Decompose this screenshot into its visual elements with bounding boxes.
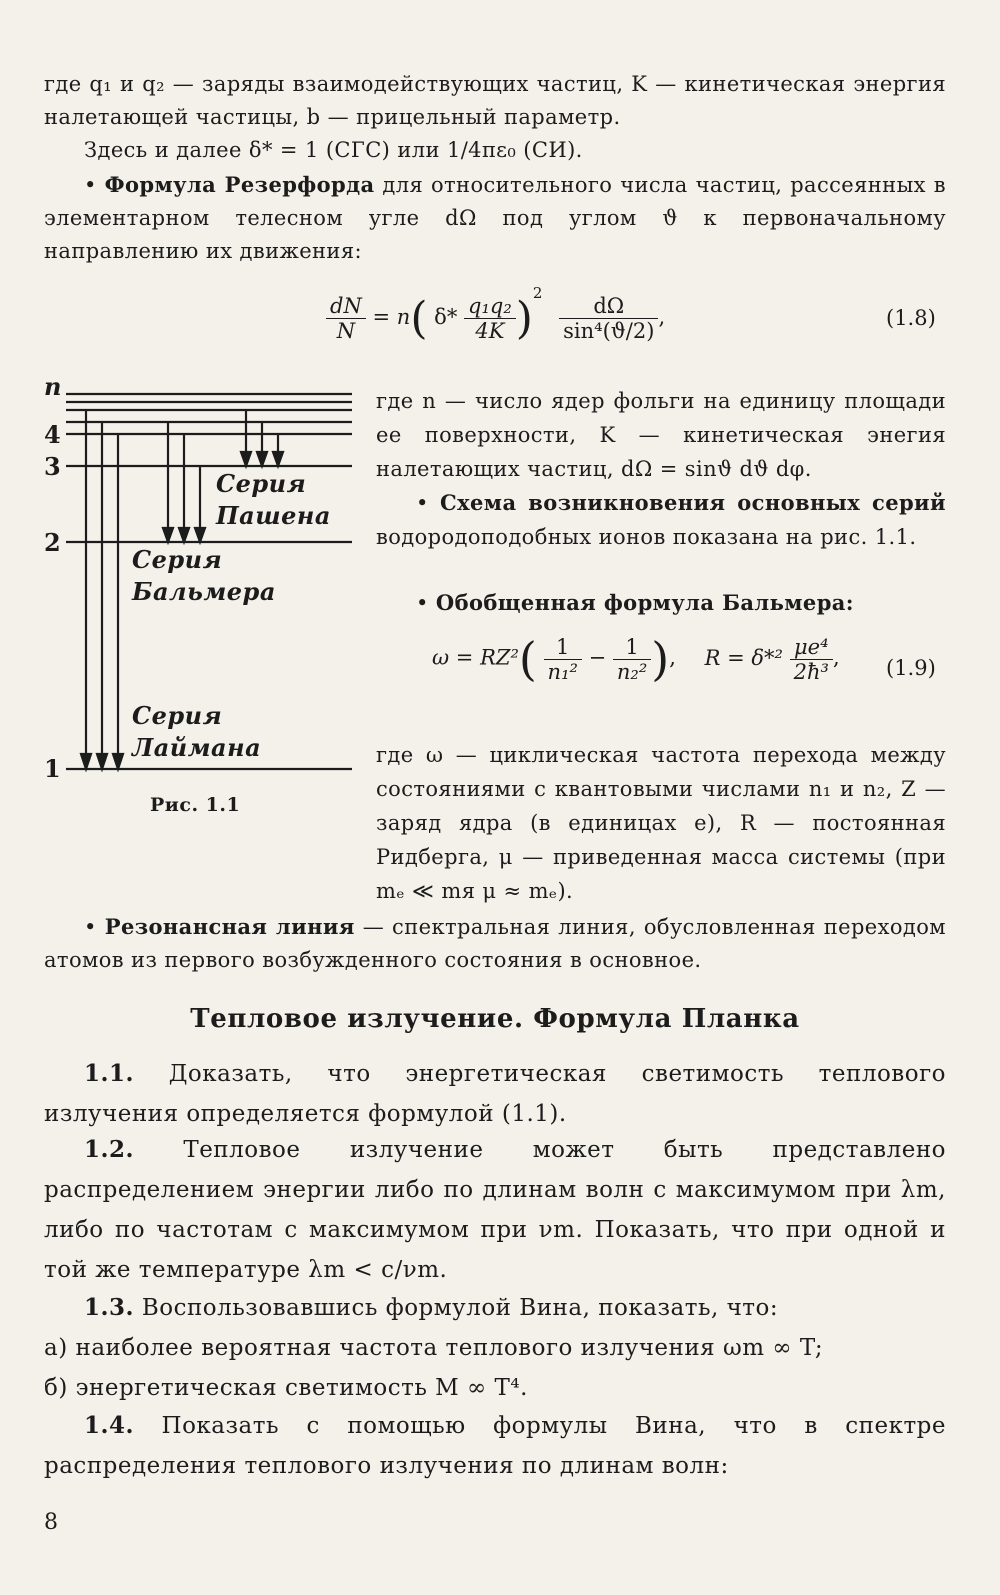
level-label-n: n <box>44 372 62 401</box>
eq-numerator: dΩ <box>559 294 658 319</box>
series-label-paschen <box>216 468 331 532</box>
bullet: • <box>416 491 429 515</box>
units-note: Здесь и далее δ* = 1 (СГС) или 1/4πε₀ (СИ). <box>84 138 583 162</box>
level-label-3: 3 <box>44 452 61 481</box>
series-label-line: Серия <box>216 469 307 498</box>
series-label-line: Бальмера <box>132 577 276 606</box>
fraction-domega <box>559 294 658 343</box>
series-label-line: Серия <box>132 701 223 730</box>
paschen-arrowhead-3 <box>273 452 283 466</box>
eq-rydberg: R = δ*² <box>704 645 783 670</box>
problem-text: Доказать, что энергетическая светимость теплового излучения определяется формулой (1.1). <box>44 1061 946 1127</box>
eq-numerator: q₁q₂ <box>464 294 516 319</box>
paschen-arrowhead-1 <box>241 452 251 466</box>
eq-denominator: sin⁴(ϑ/2) <box>563 319 655 343</box>
problem-text: б) энергетическая светимость M ∞ T⁴. <box>44 1375 528 1401</box>
eq-text: ω = RZ² <box>432 645 519 670</box>
series-label-line: Пашена <box>216 501 331 530</box>
problem-text: Тепловое излучение может быть представлено распределением энергии либо по длинам волн с максимумом при λm, либо по частотам с максимумом при νm. Показать, что при одной и той же температуре λm < c/νm. <box>44 1137 947 1283</box>
lyman-arrowhead-1 <box>81 754 91 769</box>
bullet: • <box>84 173 97 197</box>
rutherford-title: Формула Резерфорда <box>104 172 375 197</box>
problem-1-2 <box>44 1130 946 1290</box>
level-label-4: 4 <box>44 420 61 449</box>
paschen-arrowhead-2 <box>257 452 267 466</box>
fraction-dn-n <box>326 294 366 343</box>
balmer-arrowhead-2 <box>179 528 189 542</box>
level-label-2: 2 <box>44 528 61 557</box>
eq-text: = n <box>372 305 411 329</box>
balmer-title: Обобщенная формула Бальмера: <box>435 590 854 615</box>
balmer-arrowhead-3 <box>195 528 205 542</box>
eq-numerator: 1 <box>613 635 651 660</box>
series-label-balmer <box>132 544 276 608</box>
resonance-title: Резонансная линия <box>104 914 355 939</box>
problem-1-1 <box>44 1054 946 1134</box>
scheme-title: Схема возникновения основных серий <box>440 490 946 515</box>
fraction-rydberg <box>790 635 833 684</box>
eq-power: 2 <box>532 284 543 302</box>
eq-denominator: n₂² <box>616 659 648 684</box>
equation-number-1-9: (1.9) <box>886 656 936 680</box>
rutherford-text: для относительного числа частиц, рассеянных в элементарном телесном угле dΩ под углом ϑ к первоначальному направлению их движения: <box>44 173 947 263</box>
equation-number-1-8: (1.8) <box>886 306 936 330</box>
eq-comma: , <box>669 645 676 670</box>
balmer-heading <box>376 586 946 620</box>
problem-1-4 <box>44 1406 946 1486</box>
problem-number: 1.2. <box>84 1136 135 1163</box>
figure-caption: Рис. 1.1 <box>150 794 241 816</box>
resonance-paragraph <box>44 910 946 977</box>
eq-denominator: 4K <box>475 319 505 343</box>
series-label-line: Лаймана <box>132 733 262 762</box>
rutherford-paragraph <box>44 168 946 268</box>
problem-text: а) наиболее вероятная частота теплового излучения ωm ∞ T; <box>44 1335 824 1361</box>
resonance-text: — спектральная линия, обусловленная переходом атомов из первого возбужденного состояния в основное. <box>44 915 947 972</box>
problem-text: Показать с помощью формулы Вина, что в спектре распределения теплового излучения по длинам волн: <box>44 1413 947 1479</box>
eq-numerator: μe⁴ <box>790 635 833 660</box>
intro-text: где q₁ и q₂ — заряды взаимодействующих частиц, K — кинетическая энергия налетающей частицы, b — прицельный параметр. <box>44 72 946 129</box>
eq-denominator: N <box>336 319 356 343</box>
lyman-arrowhead-2 <box>97 754 107 769</box>
eq-minus: − <box>588 645 607 670</box>
fraction-q <box>464 294 516 343</box>
fraction-n2 <box>613 635 651 684</box>
problem-1-3 <box>44 1288 946 1328</box>
eq-numerator: dN <box>326 294 366 319</box>
balmer-arrowhead-1 <box>163 528 173 542</box>
fraction-n1 <box>544 635 582 684</box>
series-label-line: Серия <box>132 545 223 574</box>
eq-comma: , <box>658 305 666 329</box>
equation-1-8: $\frac{dN}{N}$ = n( δ* $\frac{\text{q₁q₂}}{4K}$ )$^2$ $\frac{d\Omega}{\text{sin⁴(ϑ/2)}}$ , <box>326 284 665 344</box>
eq-comma: , <box>832 645 840 670</box>
bullet: • <box>84 915 97 939</box>
problem-number: 1.1. <box>84 1060 135 1087</box>
problem-1-3-a <box>44 1328 946 1368</box>
eq-delta: δ* <box>434 305 458 329</box>
problem-1-3-b <box>44 1368 946 1408</box>
equation-1-9: ω = RZ²( $\frac{1}{\text{n₁²}}$ − $\frac{1}{\text{n₂²}}$ ), R = δ*² $\frac{\text{μe⁴}}{\text{2ħ³}}$ , <box>432 632 840 686</box>
problem-text: Воспользовавшись формулой Вина, показать, что: <box>141 1295 779 1321</box>
series-label-lyman <box>132 700 261 764</box>
rutherford-where: где n — число ядер фольги на единицу площади ее поверхности, K — кинетическая энегия налетающих частиц, dΩ = sinϑ dϑ dφ. <box>376 389 946 481</box>
scheme-text: водородоподобных ионов показана на рис. 1.1. <box>376 525 917 549</box>
section-title: Тепловое излучение. Формула Планка <box>190 1004 800 1034</box>
problem-number: 1.3. <box>84 1294 135 1321</box>
page-number: 8 <box>44 1510 58 1535</box>
eq-denominator: n₁² <box>547 659 578 684</box>
eq-numerator: 1 <box>544 635 582 660</box>
eq-denominator: 2ħ³ <box>793 659 829 684</box>
lyman-arrowhead-3 <box>113 754 123 769</box>
level-label-1: 1 <box>44 754 61 783</box>
problem-number: 1.4. <box>84 1412 135 1439</box>
balmer-where: где ω — циклическая частота перехода между состояниями с квантовыми числами n₁ и n₂, Z — заряд ядра (в единицах e), R — постоянная Ридберга, μ — приведенная масса системы (при mₑ ≪ mя μ ≈ mₑ). <box>376 743 946 903</box>
scheme-paragraph <box>376 486 946 554</box>
bullet: • <box>416 591 429 615</box>
